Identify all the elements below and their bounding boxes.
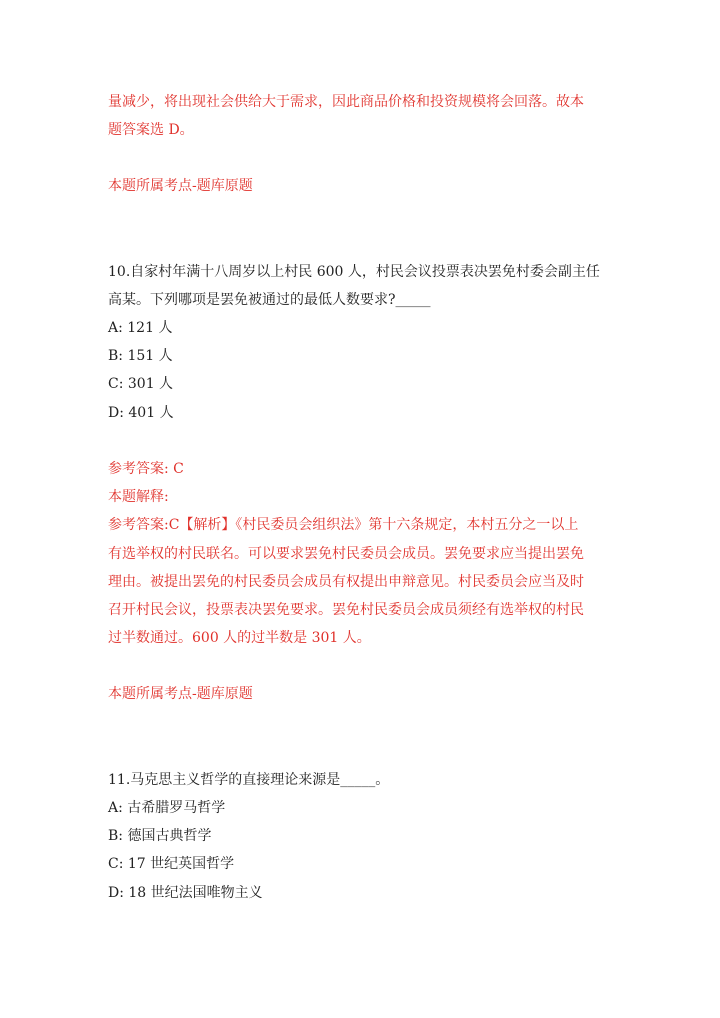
q10-explanation-line-4: 召开村民会议，投票表决罢免要求。罢免村民委员会成员须经有选举权的村民 bbox=[108, 602, 584, 618]
q10-explanation-label: 本题解释: bbox=[108, 489, 169, 505]
q10-stem-line-2: 高某。下列哪项是罢免被通过的最低人数要求?_____ bbox=[108, 292, 431, 308]
q10-source-note: 本题所属考点-题库原题 bbox=[108, 686, 253, 702]
q10-explanation-line-5: 过半数通过。600 人的过半数是 301 人。 bbox=[108, 630, 371, 646]
q11-option-d: D: 18 世纪法国唯物主义 bbox=[108, 885, 263, 901]
q10-explanation-line-3: 理由。被提出罢免的村民委员会成员有权提出申辩意见。村民委员会应当及时 bbox=[108, 574, 584, 590]
q11-option-c: C: 17 世纪英国哲学 bbox=[108, 856, 235, 872]
q10-option-d: D: 401 人 bbox=[108, 405, 174, 421]
q11-option-b: B: 德国古典哲学 bbox=[108, 828, 212, 844]
q11-stem: 11.马克思主义哲学的直接理论来源是_____。 bbox=[108, 772, 390, 788]
q10-explanation-line-2: 有选举权的村民联名。可以要求罢免村民委员会成员。罢免要求应当提出罢免 bbox=[108, 546, 584, 562]
q10-explanation-line-1: 参考答案:C【解析】《村民委员会组织法》第十六条规定，本村五分之一以上 bbox=[108, 517, 579, 533]
q10-option-c: C: 301 人 bbox=[108, 376, 174, 392]
q10-option-b: B: 151 人 bbox=[108, 348, 173, 364]
q10-stem-line-1: 10.自家村年满十八周岁以上村民 600 人，村民会议投票表决罢免村委会副主任 bbox=[108, 264, 600, 280]
q11-option-a: A: 古希腊罗马哲学 bbox=[108, 800, 226, 816]
q10-option-a: A: 121 人 bbox=[108, 320, 173, 336]
prev-explanation-line-2: 题答案选 D。 bbox=[108, 122, 194, 138]
prev-source-note: 本题所属考点-题库原题 bbox=[108, 178, 253, 194]
q10-answer: 参考答案: C bbox=[108, 461, 184, 477]
prev-explanation-line-1: 量减少，将出现社会供给大于需求，因此商品价格和投资规模将会回落。故本 bbox=[108, 94, 584, 110]
